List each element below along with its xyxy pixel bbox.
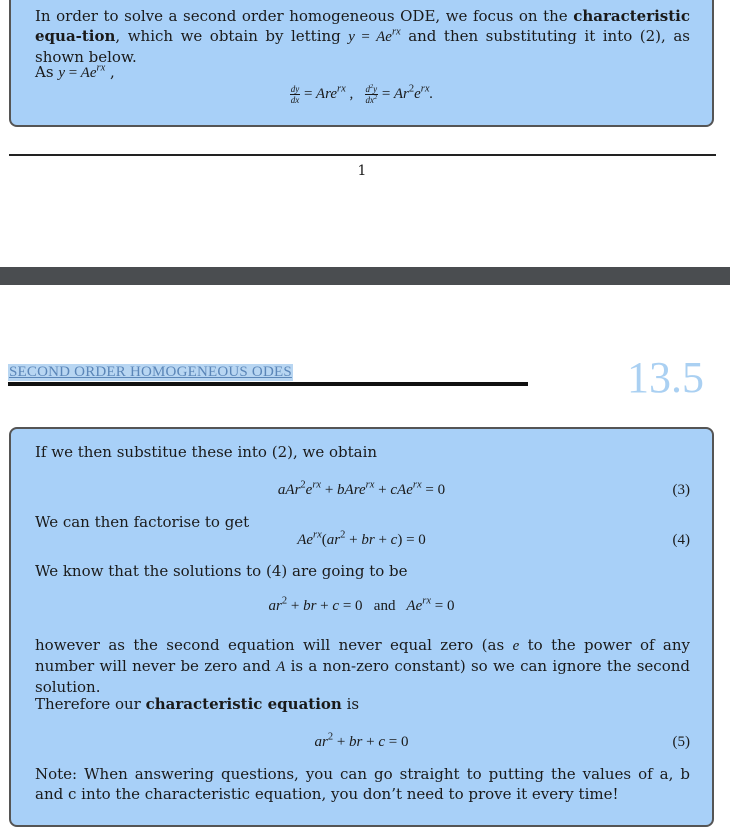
section-title: SECOND ORDER HOMOGENEOUS ODES bbox=[9, 364, 292, 380]
substitute-line: If we then substitue these into (2), we obtain bbox=[35, 443, 378, 461]
solutions-line: We know that the solutions to (4) are going to be bbox=[35, 562, 408, 580]
derivatives-equation: $\frac{dy}{dx}$ = Are$^{rx}$ , $\frac{d^2y}{dx^2}$ = $Ar^2e^{rx}$. bbox=[290, 83, 434, 105]
intro-text-c: and then substituting it into (2), as shown below. bbox=[35, 27, 690, 66]
intro-math: $y = Ae^{rx}$ bbox=[348, 26, 401, 45]
section-rule bbox=[8, 382, 528, 386]
d2y-dx2-fraction: $\frac{d^2y}{dx^2}$ bbox=[365, 83, 378, 105]
page-divider bbox=[0, 267, 730, 285]
therefore-bold-term: characteristic equation bbox=[145, 695, 342, 713]
factorise-line: We can then factorise to get bbox=[35, 513, 250, 531]
explanation-paragraph: however as the second equation will never equal zero (as e to the power of any number will never be zero and A is a non-zero constant) so we can ignore the second solution. bbox=[35, 636, 691, 696]
footer-rule bbox=[9, 154, 716, 156]
intro-text-b: , which we obtain by letting bbox=[115, 27, 349, 45]
equation-5: $ar^2$ + br + c = 0 bbox=[314, 731, 409, 750]
equation-3-number: (3) bbox=[672, 482, 690, 498]
definition-box-top bbox=[9, 0, 714, 127]
explanation-text-c: is a non-zero constant) so we can ignore the second solution. bbox=[35, 657, 691, 696]
therefore-text-a: Therefore our bbox=[35, 695, 146, 713]
note-paragraph: Note: When answering questions, you can go straight to putting the values of a, b and c into the characteristic equation, you don’t need to prove it every time! bbox=[35, 765, 690, 803]
equation-5-number: (5) bbox=[672, 734, 690, 750]
dy-dx-fraction: $\frac{dy}{dx}$ bbox=[290, 84, 300, 105]
equation-3: $aAr^2e^{rx}$ + bAre$^{rx}$ + cAe$^{rx}$ = 0 bbox=[277, 479, 446, 498]
therefore-text-b: is bbox=[341, 695, 360, 713]
therefore-line bbox=[35, 694, 690, 714]
equation-4: $Ae^{rx}(ar^2$ + br + c) = 0 bbox=[297, 529, 426, 548]
intro-bold-term: characteristic equa-tion bbox=[35, 7, 690, 45]
intro-paragraph bbox=[35, 6, 690, 67]
as-text: As bbox=[35, 63, 59, 81]
solutions-equations: $ar^2$ + br + c = 0 and $Ae^{rx} = 0$ bbox=[268, 595, 455, 614]
characteristic-equation-box bbox=[9, 427, 714, 827]
intro-text-a: In order to solve a second order homogeneous ODE, we focus on the bbox=[35, 7, 574, 25]
as-line: As $y = Ae^{rx}$ , bbox=[35, 62, 115, 81]
equation-4-number: (4) bbox=[672, 532, 690, 548]
as-math: $y = Ae^{rx}$ bbox=[58, 62, 106, 81]
and-text: and bbox=[373, 598, 396, 614]
explanation-text-a: however as the second equation will never equal zero (as bbox=[35, 636, 513, 654]
page-number: 1 bbox=[357, 163, 367, 179]
explanation-text-b: to the power of any number will never be zero and bbox=[35, 636, 690, 675]
section-number: 13.5 bbox=[627, 353, 704, 402]
